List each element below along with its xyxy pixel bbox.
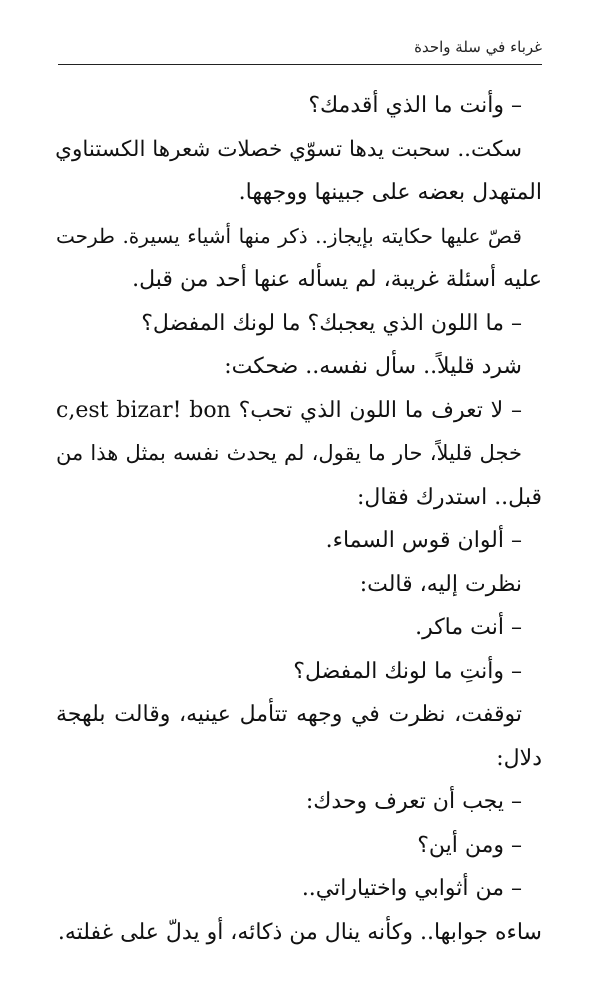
text-line: – ومن أين؟	[417, 832, 522, 858]
text-line: قصّ عليها حكايته بإيجاز.. ذكر منها أشياء يسيرة. طرحت	[56, 223, 522, 248]
running-header	[58, 36, 542, 65]
text-line: عليه أسئلة غريبة، لم يسأله عنها أحد من قبل.	[132, 267, 542, 292]
text-line: سكت.. سحبت يدها تسوّي خصلات شعرها الكستناوي	[55, 136, 522, 162]
text-line: خجل قليلاً، حار ما يقول، لم يحدث نفسه بمثل هذا من	[56, 441, 522, 465]
text-line: شرد قليلاً.. سأل نفسه.. ضحكت:	[224, 354, 522, 379]
text-line: – يجب أن تعرف وحدك:	[305, 789, 522, 814]
running-title: غرباء في سلة واحدة	[414, 38, 542, 56]
text-line: المتهدل بعضه على جبينها ووجهها.	[238, 180, 542, 205]
text-line: ساءه جوابها.. وكأنه ينال من ذكائه، أو يدلّ على غفلته.	[57, 919, 542, 945]
page-body	[56, 84, 542, 954]
latin-phrase: c,est bizar! bon	[56, 397, 231, 423]
text-line: قبل.. استدرك فقال:	[356, 484, 542, 510]
text-line: توقفت، نظرت في وجهه تتأمل عينيه، وقالت بلهجة	[56, 702, 522, 727]
text-line: – وأنت ما الذي أقدمك؟	[308, 93, 522, 118]
text-line: دلال:	[496, 745, 542, 771]
text-line: – أنت ماكر.	[415, 615, 522, 640]
text-line: – وأنتِ ما لونك المفضل؟	[293, 658, 522, 684]
text-line: – من أثوابي واختياراتي..	[301, 876, 522, 901]
text-line: – ما اللون الذي يعجبك؟ ما لونك المفضل؟	[141, 310, 522, 336]
text-line: – لا تعرف ما اللون الذي تحب؟ c,est bizar! bon	[56, 397, 523, 423]
text-line: نظرت إليه، قالت:	[359, 571, 522, 597]
text-line: – ألوان قوس السماء.	[325, 528, 522, 553]
